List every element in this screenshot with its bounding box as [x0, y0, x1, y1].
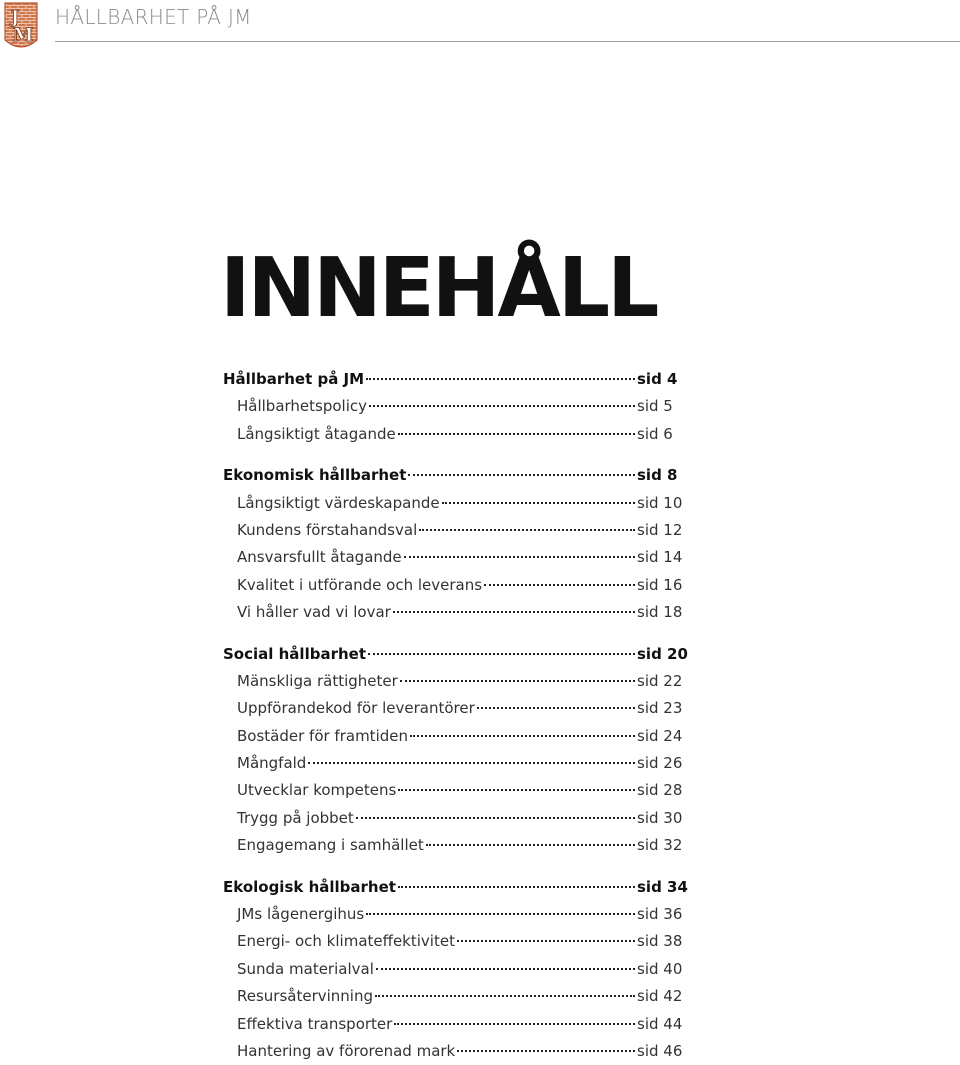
toc-entry[interactable]	[223, 421, 685, 448]
toc-entry-title: Mänskliga rättigheter	[237, 671, 398, 690]
toc-entry[interactable]	[223, 928, 685, 955]
brick-logo-icon	[4, 2, 38, 52]
toc-section-heading[interactable]	[223, 462, 685, 489]
toc-section	[223, 641, 688, 860]
dot-leader	[375, 995, 635, 997]
toc-section	[223, 366, 685, 448]
toc-entry-page: sid 12	[637, 520, 683, 539]
toc-entry-title: Kundens förstahandsval	[237, 520, 418, 539]
toc-entry-page: sid 44	[637, 1014, 683, 1033]
dot-leader	[477, 707, 635, 709]
dot-leader	[366, 378, 635, 380]
toc-entry-page: sid 40	[637, 959, 683, 978]
toc-entry-title: Engagemang i samhället	[237, 836, 424, 855]
toc-entry[interactable]	[223, 695, 685, 722]
toc-entry[interactable]	[223, 1011, 685, 1038]
dot-leader	[369, 405, 635, 407]
toc-entry-page: sid 28	[637, 781, 683, 800]
toc-entry-page: sid 34	[637, 877, 688, 896]
dot-leader	[398, 789, 635, 791]
toc-entry-page: sid 10	[637, 493, 683, 512]
dot-leader	[366, 913, 635, 915]
toc-section-heading[interactable]	[223, 874, 688, 901]
toc-entry-page: sid 30	[637, 808, 683, 827]
dot-leader	[404, 556, 635, 558]
toc-entry[interactable]	[223, 668, 685, 695]
toc-entry-title: Social hållbarhet	[223, 644, 366, 663]
toc-entry-title: Mångfald	[237, 754, 307, 773]
table-of-contents	[223, 366, 688, 1065]
toc-entry-page: sid 5	[637, 397, 673, 416]
dot-leader	[400, 680, 635, 682]
toc-entry-title: Hållbarhet på JM	[223, 370, 365, 388]
toc-entry-title: Trygg på jobbet	[237, 808, 354, 827]
dot-leader	[484, 584, 635, 586]
dot-leader	[376, 968, 635, 970]
toc-entry-title: Utvecklar kompetens	[237, 781, 397, 800]
toc-entry[interactable]	[223, 490, 685, 517]
toc-entry-page: sid 36	[637, 905, 683, 924]
toc-entry-title: Hållbarhetspolicy	[237, 397, 368, 416]
toc-entry-page: sid 14	[637, 548, 683, 567]
toc-entry[interactable]	[223, 572, 685, 599]
dot-leader	[457, 940, 635, 942]
toc-entry-title: Ekologisk hållbarhet	[223, 877, 396, 896]
toc-section	[223, 462, 685, 626]
toc-entry-title: Bostäder för framtiden	[237, 726, 408, 745]
toc-entry-title: Långsiktigt åtagande	[237, 424, 396, 443]
toc-entry-title: Långsiktigt värdeskapande	[237, 493, 440, 512]
toc-entry-title: Sunda materialval	[237, 959, 374, 978]
toc-entry[interactable]	[223, 750, 685, 777]
toc-entry-title: Kvalitet i utförande och leverans	[237, 575, 483, 594]
toc-entry-title: Effektiva transporter	[237, 1014, 393, 1033]
toc-entry-title: Energi- och klimateffektivitet	[237, 932, 455, 951]
dot-leader	[398, 886, 635, 888]
dot-leader	[426, 844, 635, 846]
toc-entry-page: sid 16	[637, 575, 683, 594]
dot-leader	[356, 817, 635, 819]
toc-entry-title: Ansvarsfullt åtagande	[237, 548, 402, 567]
header-title: HÅLLBARHET PÅ JM	[55, 5, 252, 29]
toc-entry-page: sid 22	[637, 671, 683, 690]
page-title: INNEHÅLL	[220, 241, 657, 336]
dot-leader	[308, 762, 635, 764]
dot-leader	[393, 611, 635, 613]
toc-entry-title: Hantering av förorenad mark	[237, 1041, 456, 1060]
jm-logo	[4, 2, 38, 52]
toc-entry[interactable]	[223, 777, 685, 804]
toc-section-heading[interactable]	[223, 641, 688, 668]
header-divider	[55, 41, 960, 42]
toc-entry[interactable]	[223, 723, 685, 750]
dot-leader	[408, 474, 635, 476]
toc-entry-title: JMs lågenergihus	[237, 905, 365, 924]
toc-entry[interactable]	[223, 983, 685, 1010]
svg-text:J: J	[10, 7, 20, 28]
toc-entry[interactable]	[223, 393, 685, 420]
toc-entry-page: sid 42	[637, 987, 683, 1006]
toc-entry-title: Uppförandekod för leverantörer	[237, 699, 475, 718]
toc-entry[interactable]	[223, 805, 685, 832]
toc-entry[interactable]	[223, 956, 685, 983]
dot-leader	[419, 529, 635, 531]
svg-text:M: M	[12, 24, 34, 46]
toc-section	[223, 874, 688, 1065]
dot-leader	[410, 735, 635, 737]
toc-entry-page: sid 6	[637, 424, 673, 443]
toc-entry-page: sid 20	[637, 644, 688, 663]
dot-leader	[368, 653, 635, 655]
dot-leader	[457, 1050, 635, 1052]
toc-entry[interactable]	[223, 599, 685, 626]
toc-entry[interactable]	[223, 901, 685, 928]
toc-entry-page: sid 26	[637, 754, 683, 773]
toc-entry-title: Ekonomisk hållbarhet	[223, 466, 407, 485]
dot-leader	[398, 433, 635, 435]
toc-entry-page: sid 46	[637, 1041, 683, 1060]
toc-section-heading[interactable]	[223, 366, 685, 393]
dot-leader	[442, 502, 635, 504]
toc-entry-page: sid 8	[637, 466, 678, 485]
toc-entry-page: sid 24	[637, 726, 683, 745]
toc-entry-page: sid 23	[637, 699, 683, 718]
toc-entry[interactable]	[223, 832, 685, 859]
toc-entry-title: Vi håller vad vi lovar	[237, 603, 391, 622]
toc-entry-page: sid 4	[637, 370, 678, 388]
dot-leader	[394, 1023, 635, 1025]
toc-entry-page: sid 38	[637, 932, 683, 951]
toc-entry-page: sid 32	[637, 836, 683, 855]
toc-entry[interactable]	[223, 544, 685, 571]
toc-entry-page: sid 18	[637, 603, 683, 622]
page-header	[0, 0, 960, 46]
toc-entry-title: Resursåtervinning	[237, 987, 374, 1006]
toc-entry[interactable]	[223, 517, 685, 544]
